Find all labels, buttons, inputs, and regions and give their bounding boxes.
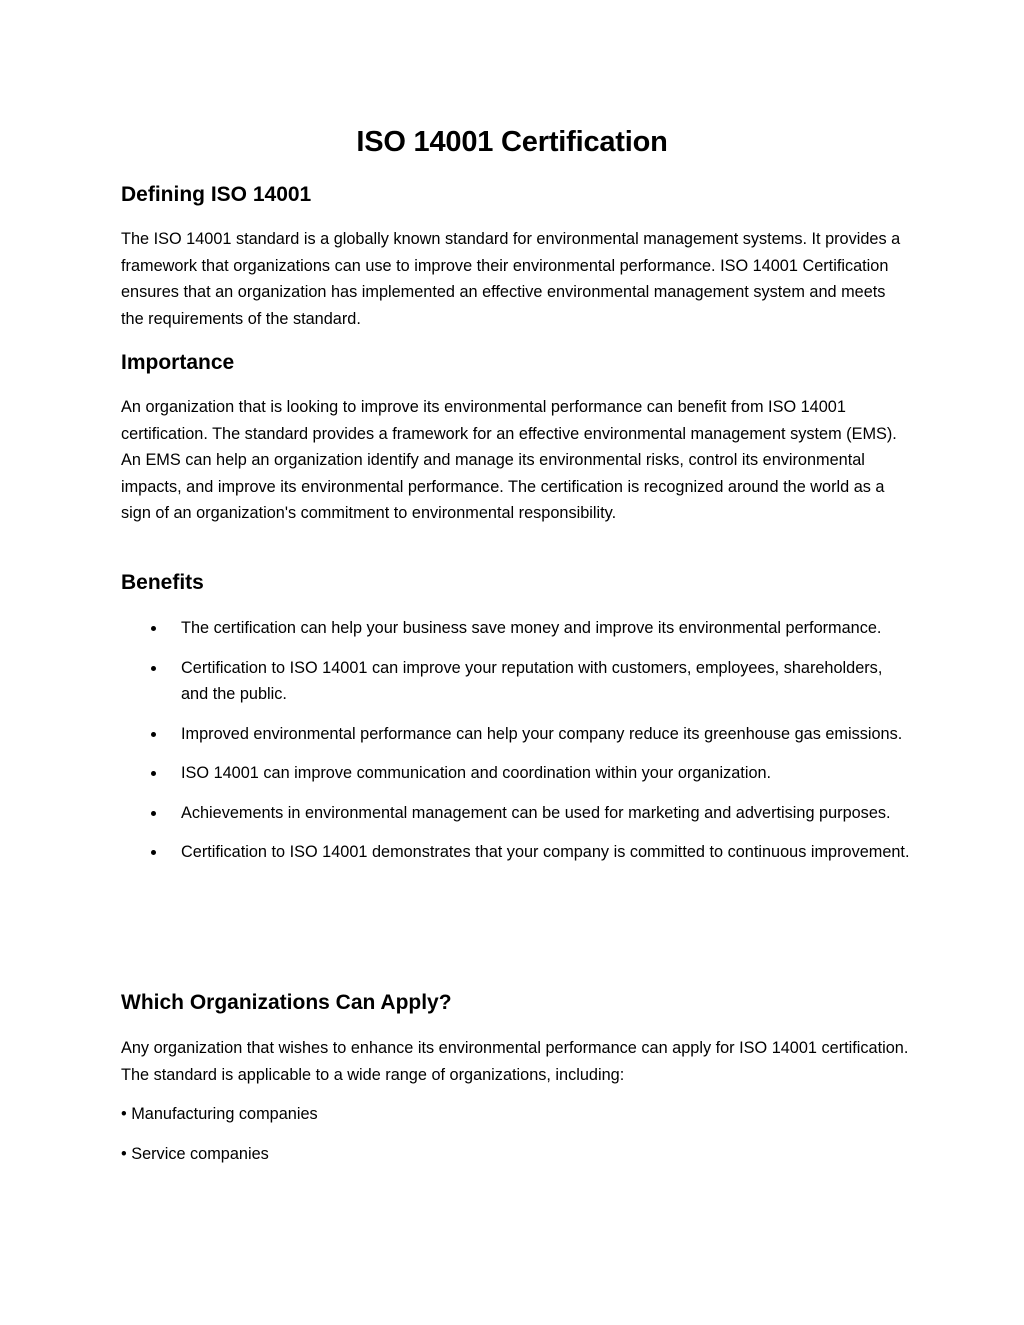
list-item xyxy=(121,839,911,866)
bullet-icon xyxy=(151,771,156,776)
bullet-icon xyxy=(151,732,156,737)
list-item-text: Certification to ISO 14001 can improve your reputation with customers, employees, shareholders, and the public. xyxy=(181,658,883,703)
list-item-text: The certification can help your business save money and improve its environmental performance. xyxy=(181,619,882,637)
list-item-text: Achievements in environmental management can be used for marketing and advertising purposes. xyxy=(181,803,891,822)
list-item xyxy=(121,615,911,642)
paragraph-defining: The ISO 14001 standard is a globally known standard for environmental management systems. It provides a framework that organizations can use to improve their environmental performance. ISO 14001 Certification ensures that an organization has implemented an effective environmental management system and meets the requirements of the standard. xyxy=(121,230,901,328)
bullet-icon xyxy=(151,626,156,631)
paragraph-apply: Any organization that wishes to enhance its environmental performance can apply for ISO 14001 certification. The standard is applicable to a wide range of organizations, including: xyxy=(121,1039,909,1084)
section-heading-benefits: Benefits xyxy=(121,571,204,594)
bullet-icon xyxy=(151,666,156,671)
benefits-list xyxy=(121,615,911,879)
bullet-icon xyxy=(151,811,156,816)
document-title: ISO 14001 Certification xyxy=(356,126,668,158)
apply-item-manufacturing: • Manufacturing companies xyxy=(121,1105,318,1123)
list-item xyxy=(121,760,911,787)
bullet-icon xyxy=(151,850,156,855)
section-heading-importance: Importance xyxy=(121,351,235,374)
list-item-text: Certification to ISO 14001 demonstrates that your company is committed to continuous improvement. xyxy=(181,843,910,861)
list-item xyxy=(121,800,911,827)
list-item-text: Improved environmental performance can help your company reduce its greenhouse gas emissions. xyxy=(181,724,903,743)
list-item xyxy=(121,721,911,748)
apply-item-service: • Service companies xyxy=(121,1145,269,1163)
section-heading-defining: Defining ISO 14001 xyxy=(121,183,312,206)
list-item-text: ISO 14001 can improve communication and coordination within your organization. xyxy=(181,764,772,782)
list-item xyxy=(121,655,911,708)
section-heading-apply: Which Organizations Can Apply? xyxy=(121,991,452,1014)
paragraph-importance: An organization that is looking to improve its environmental performance can benefit from ISO 14001 certification. The standard provides a framework for an effective environmental management system (EMS). An EMS can help an organization identify and manage its environmental risks, control its environmental impacts, and improve its environmental performance. The certification is recognized around the world as a sign of an organization's commitment to environmental responsibility. xyxy=(121,398,897,522)
